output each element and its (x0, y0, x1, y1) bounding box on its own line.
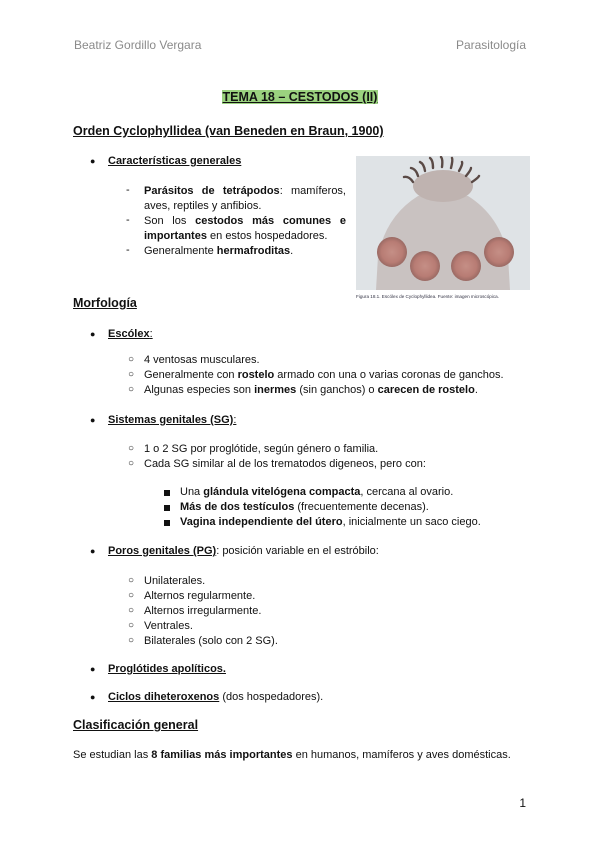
header-author: Beatriz Gordillo Vergara (74, 38, 202, 52)
item-text: Generalmente con (144, 369, 238, 381)
sg-item-1: 1 o 2 SG por proglótide, según género o familia. (144, 443, 379, 455)
escolex-heading-line (108, 327, 153, 342)
item-text: Son los (144, 215, 196, 227)
item-text: : mamíferos, aves, reptiles y anfibios. (144, 185, 346, 212)
bullet-icon: ● (90, 664, 96, 674)
clasificacion-heading: Clasificación general (73, 718, 199, 732)
poros-heading: Poros genitales (PG) (108, 545, 217, 557)
sg-subitem-2 (180, 500, 429, 515)
page-number: 1 (519, 796, 526, 810)
title-container (0, 88, 600, 106)
poros-item-3: Alternos irregularmente. (144, 605, 262, 617)
item-bold: hermafroditas (216, 245, 291, 257)
clasificacion-paragraph (73, 748, 525, 763)
bullet-icon: ● (90, 546, 96, 556)
caracteristicas-item-1 (144, 184, 346, 214)
escolex-item-1: 4 ventosas musculares. (144, 354, 260, 366)
item-text: . (474, 384, 478, 396)
sg-heading-line (108, 413, 236, 428)
item-bold: rostelo (237, 369, 275, 381)
escolex-item-3 (144, 383, 478, 398)
caracteristicas-item-2 (144, 214, 346, 244)
item-text: (sin ganchos) o (296, 384, 378, 396)
item-text: Generalmente (144, 245, 217, 257)
bullet-icon: ● (90, 329, 96, 339)
circle-bullet-icon: ○ (128, 575, 135, 586)
item-text: armado con una o varias coronas de ganchos. (274, 369, 504, 381)
item-bold: Vagina independiente del útero (180, 516, 343, 528)
circle-bullet-icon: ○ (128, 590, 135, 601)
caracteristicas-heading: Características generales (108, 155, 242, 167)
item-text: (frecuentemente decenas). (294, 501, 429, 513)
colon: : (233, 414, 237, 426)
morfologia-heading: Morfología (73, 296, 137, 310)
dash-icon: - (126, 244, 130, 256)
circle-bullet-icon: ○ (128, 369, 135, 380)
item-text: Se estudian las (73, 749, 152, 761)
sg-subitem-3 (180, 515, 481, 530)
poros-item-4: Ventrales. (144, 620, 193, 632)
circle-bullet-icon: ○ (128, 458, 135, 469)
square-bullet-icon (164, 505, 170, 511)
item-text: Algunas especies son (144, 384, 255, 396)
sg-subitem-1 (180, 485, 453, 500)
item-text: en humanos, mamíferos y aves domésticas. (292, 749, 511, 761)
item-bold: 8 familias más importantes (151, 749, 293, 761)
circle-bullet-icon: ○ (128, 384, 135, 395)
page-title: TEMA 18 – CESTODOS (II) (222, 90, 378, 104)
circle-bullet-icon: ○ (128, 354, 135, 365)
item-bold: glándula vitelógena compacta (203, 486, 361, 498)
proglotides-item: Proglótides apolíticos. (108, 663, 226, 675)
item-bold: Más de dos testículos (180, 501, 295, 513)
circle-bullet-icon: ○ (128, 605, 135, 616)
item-text: (dos hospedadores). (219, 691, 324, 703)
circle-bullet-icon: ○ (128, 620, 135, 631)
square-bullet-icon (164, 520, 170, 526)
item-bold: inermes (254, 384, 297, 396)
bullet-icon: ● (90, 692, 96, 702)
item-text: en estos hospedadores. (206, 230, 328, 242)
scolex-figure (356, 156, 530, 290)
header-subject: Parasitología (455, 38, 526, 52)
order-heading: Orden Cyclophyllidea (van Beneden en Braun, 1900) (73, 124, 384, 138)
sg-item-2: Cada SG similar al de los trematodos digeneos, pero con: (144, 458, 426, 470)
caracteristicas-item-3 (144, 244, 346, 259)
poros-item-2: Alternos regularmente. (144, 590, 256, 602)
scolex-image (356, 156, 530, 290)
item-bold: Ciclos diheteroxenos (108, 691, 220, 703)
bullet-icon: ● (90, 156, 96, 166)
item-text: , inicialmente un saco ciego. (342, 516, 481, 528)
item-text: Una (180, 486, 204, 498)
dash-icon: - (126, 214, 130, 226)
circle-bullet-icon: ○ (128, 635, 135, 646)
circle-bullet-icon: ○ (128, 443, 135, 454)
escolex-heading: Escólex (108, 328, 150, 340)
item-bold: cestodos más comunes e importantes (144, 215, 346, 242)
ciclos-item (108, 690, 323, 705)
square-bullet-icon (164, 490, 170, 496)
item-text: , cercana al ovario. (360, 486, 454, 498)
item-text: : posición variable en el estróbilo: (216, 545, 379, 557)
bullet-icon: ● (90, 415, 96, 425)
figure-caption: Figura 18.1. Escólex de Cyclophyllidea. Fuente: imagen microscópica. (356, 294, 499, 299)
item-bold: carecen de rostelo (377, 384, 475, 396)
poros-item-5: Bilaterales (solo con 2 SG). (144, 635, 278, 647)
dash-icon: - (126, 184, 130, 196)
item-text: . (290, 245, 294, 257)
sg-heading: Sistemas genitales (SG) (108, 414, 234, 426)
item-bold: Parásitos de tetrápodos (144, 185, 280, 197)
poros-heading-line (108, 544, 379, 559)
colon: : (149, 328, 153, 340)
poros-item-1: Unilaterales. (144, 575, 206, 587)
escolex-item-2 (144, 368, 504, 383)
